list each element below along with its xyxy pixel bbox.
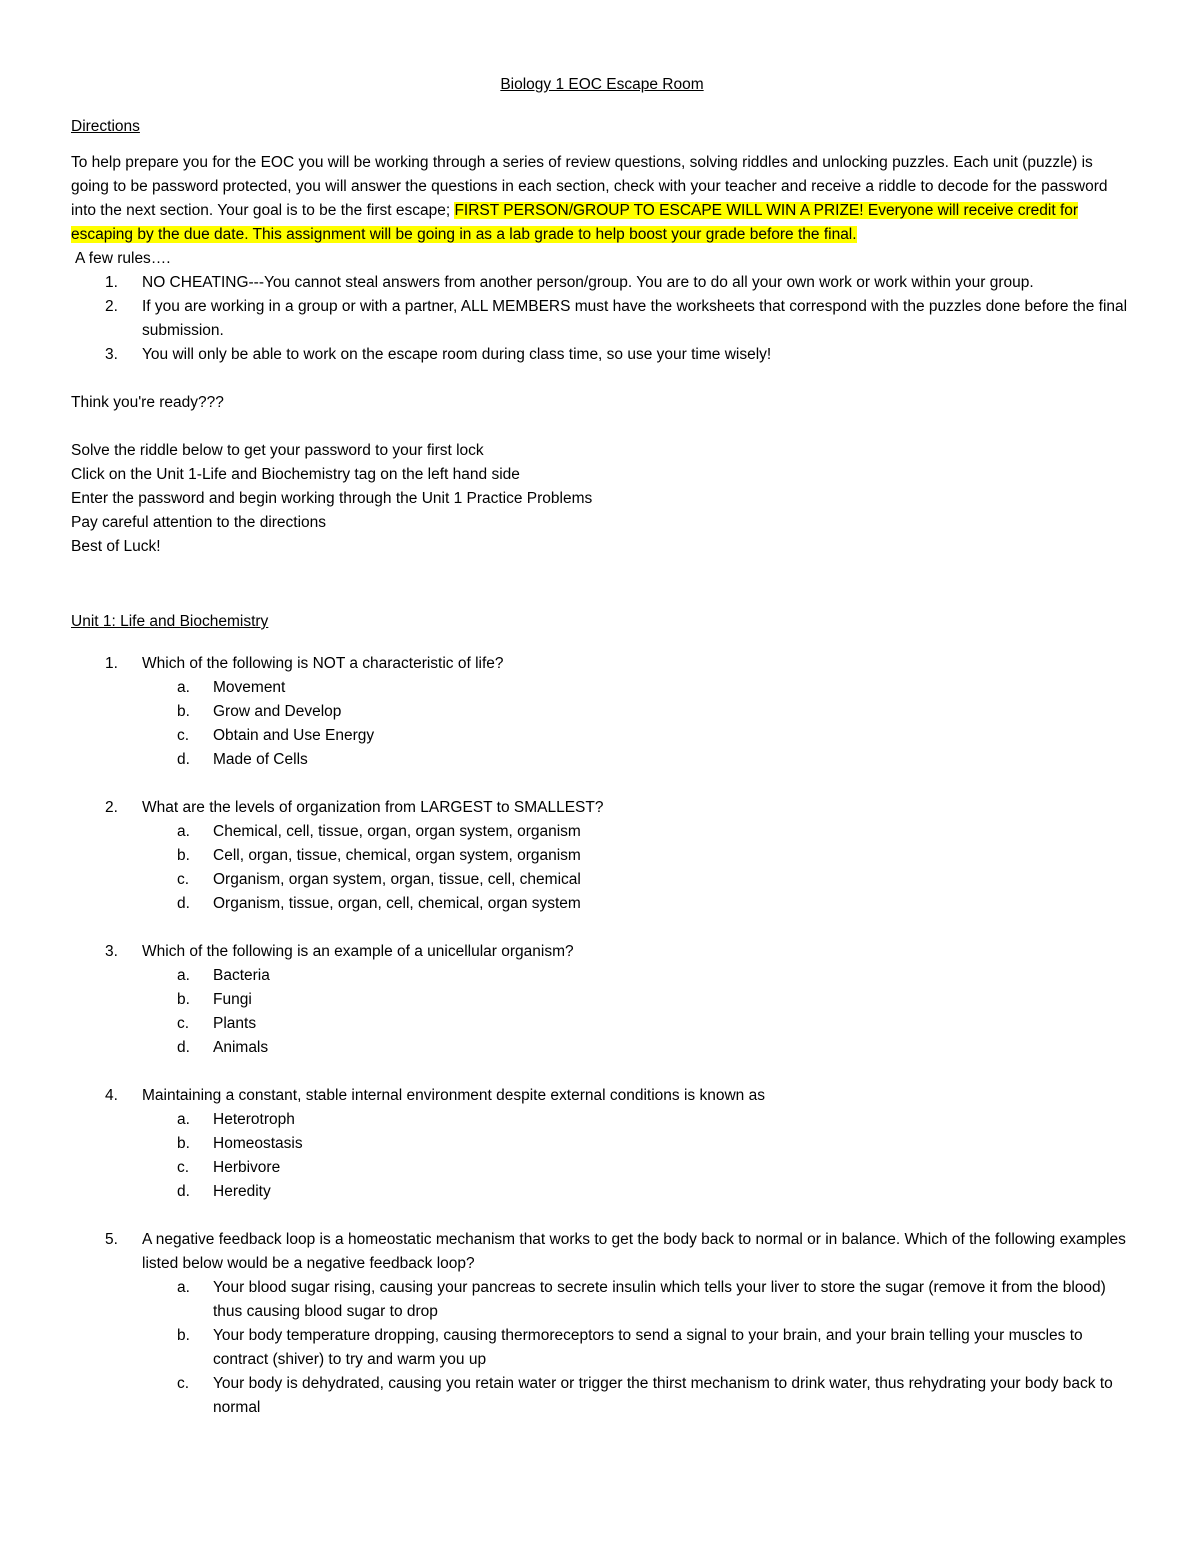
ready-text: Think you're ready???: [71, 394, 224, 411]
option-text: Heterotroph: [213, 1111, 295, 1128]
question-number: 5.: [105, 1231, 118, 1248]
step-line: Best of Luck!: [71, 538, 161, 555]
option-letter: a.: [177, 823, 190, 840]
option-letter: a.: [177, 1279, 190, 1296]
question-item: [71, 940, 1133, 1084]
document-title: Biology 1 EOC Escape Room: [500, 76, 704, 93]
option-text: Bacteria: [213, 967, 270, 984]
intro-text: To help prepare you for the EOC you will be working through a series of review questions, solving riddles and unlocking puzzles. Each unit (puzzle) is going to be password protected, you will answer the questions in each section, check with your teacher and receive a riddle to decode for the password into the next section. Your goal is to be the first escape;: [71, 154, 1108, 219]
option-item: [142, 748, 1133, 772]
option-list: [142, 820, 1133, 916]
rules-list: [71, 271, 1133, 367]
option-item: [142, 1108, 1133, 1132]
option-letter: b.: [177, 703, 190, 720]
option-item: [142, 844, 1133, 868]
rules-intro: A few rules….: [75, 250, 171, 267]
option-text: Herbivore: [213, 1159, 281, 1176]
option-letter: d.: [177, 895, 190, 912]
option-text: Made of Cells: [213, 751, 308, 768]
option-text: Animals: [213, 1039, 269, 1056]
directions-heading: Directions: [71, 118, 140, 135]
option-letter: b.: [177, 991, 190, 1008]
option-list: [142, 1276, 1133, 1420]
step-line: Solve the riddle below to get your password to your first lock: [71, 442, 484, 459]
question-number: 3.: [105, 943, 118, 960]
option-letter: a.: [177, 1111, 190, 1128]
option-letter: d.: [177, 751, 190, 768]
rule-text: If you are working in a group or with a partner, ALL MEMBERS must have the worksheets that correspond with the puzzles done before the final submission.: [142, 298, 1128, 339]
option-text: Your body is dehydrated, causing you retain water or trigger the thirst mechanism to drink water, thus rehydrating your body back to normal: [213, 1375, 1113, 1416]
option-letter: d.: [177, 1039, 190, 1056]
option-list: [142, 1108, 1133, 1204]
question-text: Which of the following is an example of a unicellular organism?: [142, 943, 574, 960]
rule-text: NO CHEATING---You cannot steal answers from another person/group. You are to do all your own work or work within your group.: [142, 274, 1034, 291]
option-item: [142, 868, 1133, 892]
rule-item: [71, 295, 1133, 343]
option-text: Movement: [213, 679, 286, 696]
option-letter: b.: [177, 1327, 190, 1344]
option-text: Obtain and Use Energy: [213, 727, 375, 744]
intro-highlighted-text: FIRST PERSON/GROUP TO ESCAPE WILL WIN A PRIZE! Everyone will receive credit for escaping by the due date. This assignment will be going in as a lab grade to help boost your grade before the final.: [71, 202, 1079, 243]
option-item: [142, 964, 1133, 988]
option-item: [142, 1372, 1133, 1420]
option-item: [142, 1180, 1133, 1204]
option-letter: b.: [177, 847, 190, 864]
option-text: Your blood sugar rising, causing your pancreas to secrete insulin which tells your liver to store the sugar (remove it from the blood) thus causing blood sugar to drop: [213, 1279, 1106, 1320]
option-letter: b.: [177, 1135, 190, 1152]
option-letter: c.: [177, 1015, 190, 1032]
option-item: [142, 1012, 1133, 1036]
option-text: Cell, organ, tissue, chemical, organ system, organism: [213, 847, 581, 864]
option-item: [142, 1324, 1133, 1372]
rule-item: [71, 343, 1133, 367]
option-text: Organism, tissue, organ, cell, chemical, organ system: [213, 895, 581, 912]
rule-number: 2.: [105, 298, 118, 315]
question-text: A negative feedback loop is a homeostatic mechanism that works to get the body back to normal or in balance. Which of the following examples listed below would be a negative feedback loop?: [142, 1231, 1126, 1272]
option-text: Organism, organ system, organ, tissue, cell, chemical: [213, 871, 581, 888]
option-text: Homeostasis: [213, 1135, 303, 1152]
option-letter: c.: [177, 1159, 190, 1176]
option-item: [142, 820, 1133, 844]
option-item: [142, 676, 1133, 700]
option-item: [142, 988, 1133, 1012]
option-text: Fungi: [213, 991, 252, 1008]
option-letter: d.: [177, 1183, 190, 1200]
option-item: [142, 1036, 1133, 1060]
option-text: Chemical, cell, tissue, organ, organ system, organism: [213, 823, 581, 840]
question-number: 2.: [105, 799, 118, 816]
option-text: Heredity: [213, 1183, 271, 1200]
question-item: [71, 1084, 1133, 1228]
question-item: [71, 1228, 1133, 1420]
option-item: [142, 724, 1133, 748]
question-text: Which of the following is NOT a characteristic of life?: [142, 655, 504, 672]
option-text: Your body temperature dropping, causing thermoreceptors to send a signal to your brain, and your brain telling your muscles to contract (shiver) to try and warm you up: [213, 1327, 1083, 1368]
step-line: Click on the Unit 1-Life and Biochemistry tag on the left hand side: [71, 466, 520, 483]
rule-number: 1.: [105, 274, 118, 291]
option-item: [142, 1156, 1133, 1180]
questions-list: [71, 652, 1133, 1420]
question-item: [71, 652, 1133, 796]
option-letter: a.: [177, 679, 190, 696]
option-letter: c.: [177, 727, 190, 744]
option-text: Grow and Develop: [213, 703, 342, 720]
instruction-steps: [71, 439, 1133, 559]
option-letter: a.: [177, 967, 190, 984]
option-text: Plants: [213, 1015, 257, 1032]
rule-item: [71, 271, 1133, 295]
option-item: [142, 700, 1133, 724]
question-text: Maintaining a constant, stable internal environment despite external conditions is known as: [142, 1087, 765, 1104]
option-letter: c.: [177, 1375, 190, 1392]
document-page: [71, 73, 1133, 1420]
option-item: [142, 1276, 1133, 1324]
option-letter: c.: [177, 871, 190, 888]
question-number: 1.: [105, 655, 118, 672]
question-item: [71, 796, 1133, 940]
step-line: Pay careful attention to the directions: [71, 514, 327, 531]
question-text: What are the levels of organization from LARGEST to SMALLEST?: [142, 799, 604, 816]
option-item: [142, 1132, 1133, 1156]
rule-text: You will only be able to work on the escape room during class time, so use your time wisely!: [142, 346, 772, 363]
intro-paragraph: [71, 151, 1133, 247]
question-number: 4.: [105, 1087, 118, 1104]
option-list: [142, 676, 1133, 772]
option-list: [142, 964, 1133, 1060]
option-item: [142, 892, 1133, 916]
step-line: Enter the password and begin working through the Unit 1 Practice Problems: [71, 490, 593, 507]
rule-number: 3.: [105, 346, 118, 363]
unit-heading: Unit 1: Life and Biochemistry: [71, 613, 269, 630]
